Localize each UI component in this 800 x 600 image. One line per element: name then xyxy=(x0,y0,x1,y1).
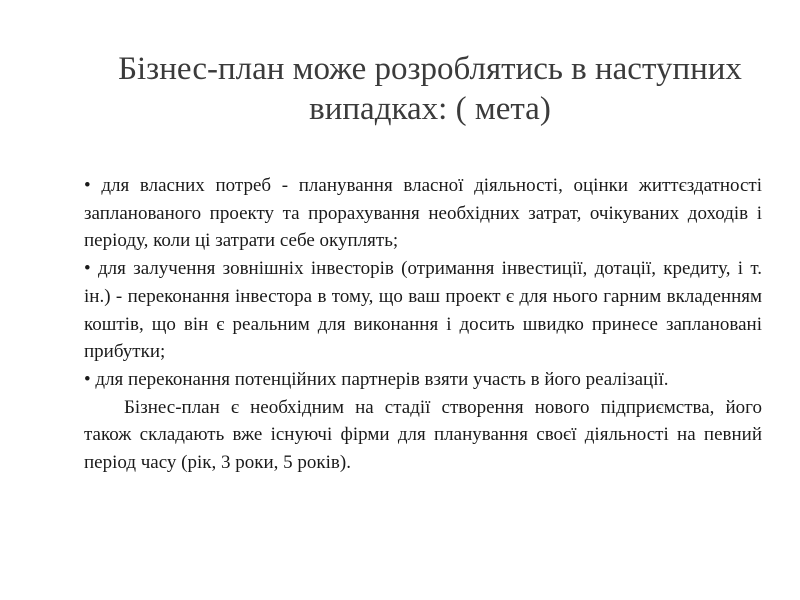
slide-title xyxy=(60,49,800,129)
slide-body xyxy=(84,172,762,477)
bullet-potential-partners: • для переконання потенційних партнерів взяти участь в його реалізації. xyxy=(84,368,669,390)
bullet-external-investors: • для залучення зовнішніх інвесторів (отримання інвестиції, дотації, кредиту, і т. ін.) - переконання інвестора в тому, що ваш проект є для нього гарним вкладенням коштів, що він є реальним для виконання і досить швидко принесе заплановані прибутки; xyxy=(84,258,762,363)
slide-title-line-2: випадках: ( мета) xyxy=(309,91,551,127)
bullet-own-needs: • для власних потреб - планування власної діяльності, оцінки життєздатності запланованого проекту та прорахування необхідних затрат, очікуваних доходів і періоду, коли ці затрати себе окуплять; xyxy=(84,175,762,252)
closing-paragraph: Бізнес-план є необхідним на стадії створення нового підприємства, його також складають вже існуючі фірми для планування своєї діяльності на певний період часу (рік, 3 роки, 5 років). xyxy=(84,396,762,474)
slide-title-line-1: Бізнес-план може розроблятись в наступних xyxy=(118,51,742,87)
